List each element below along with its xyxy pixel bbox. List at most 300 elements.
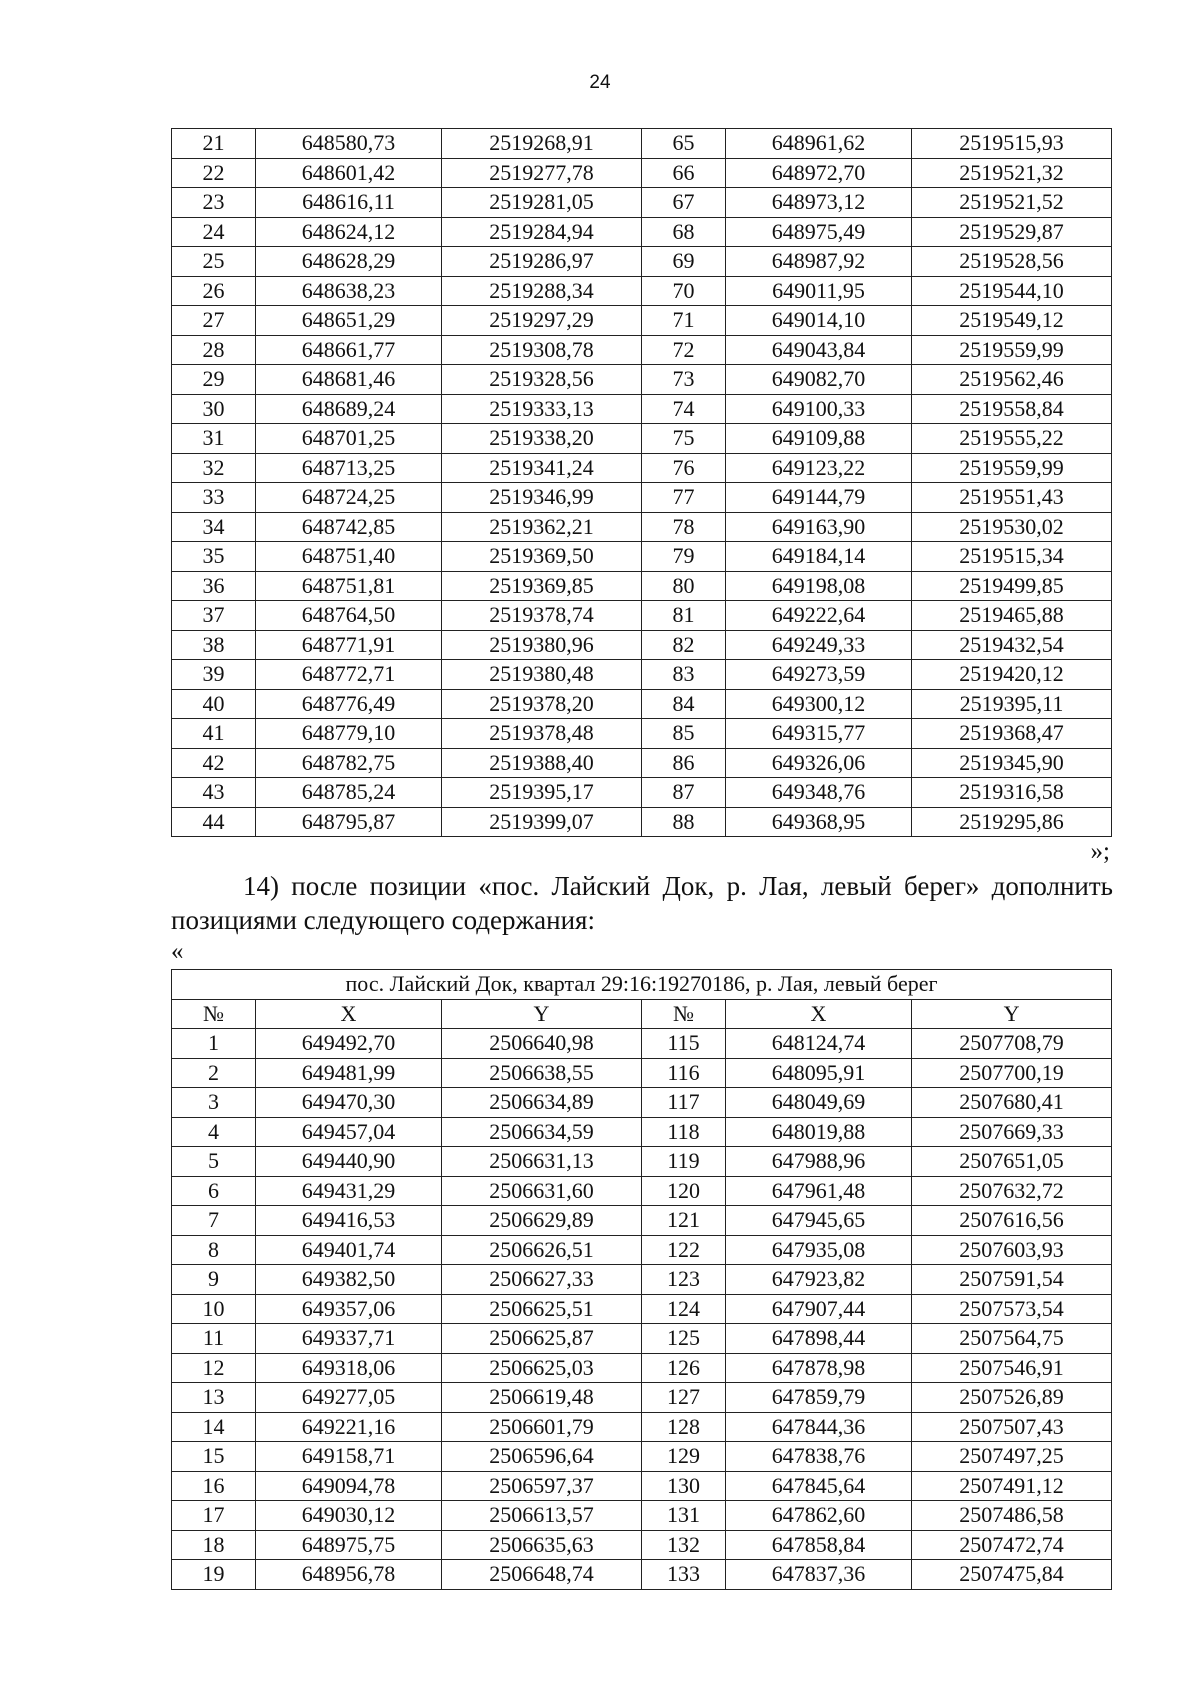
x-coordinate-cell: 649158,71 — [256, 1442, 442, 1472]
point-number-cell: 11 — [172, 1324, 256, 1354]
point-number-cell: 76 — [642, 453, 726, 483]
y-coordinate-cell: 2519432,54 — [912, 630, 1112, 660]
table-row — [172, 1530, 1112, 1560]
point-number-cell: 87 — [642, 778, 726, 808]
point-number-cell: 1 — [172, 1029, 256, 1059]
point-number-cell: 80 — [642, 571, 726, 601]
point-number-cell: 126 — [642, 1353, 726, 1383]
x-coordinate-cell: 648987,92 — [726, 247, 912, 277]
x-coordinate-cell: 648601,42 — [256, 158, 442, 188]
point-number-header: № — [642, 999, 726, 1029]
table-row — [172, 1058, 1112, 1088]
point-number-cell: 19 — [172, 1560, 256, 1590]
table-row — [172, 807, 1112, 837]
y-coordinate-cell: 2519559,99 — [912, 335, 1112, 365]
y-coordinate-cell: 2506631,60 — [442, 1176, 642, 1206]
y-coordinate-cell: 2519308,78 — [442, 335, 642, 365]
y-coordinate-cell: 2506601,79 — [442, 1412, 642, 1442]
x-coordinate-cell: 649315,77 — [726, 719, 912, 749]
table-row — [172, 1206, 1112, 1236]
x-coordinate-cell: 649082,70 — [726, 365, 912, 395]
point-number-cell: 26 — [172, 276, 256, 306]
y-coordinate-cell: 2519380,48 — [442, 660, 642, 690]
x-coordinate-cell: 647907,44 — [726, 1294, 912, 1324]
opening-quote: « — [171, 938, 184, 965]
coordinates-table-body — [172, 129, 1112, 837]
x-coordinate-cell: 648779,10 — [256, 719, 442, 749]
point-number-cell: 122 — [642, 1235, 726, 1265]
x-coordinate-cell: 649431,29 — [256, 1176, 442, 1206]
point-number-cell: 85 — [642, 719, 726, 749]
point-number-cell: 75 — [642, 424, 726, 454]
table-header-row — [172, 999, 1112, 1029]
table-row — [172, 630, 1112, 660]
x-coordinate-cell: 647898,44 — [726, 1324, 912, 1354]
x-coordinate-cell: 649014,10 — [726, 306, 912, 336]
x-coordinate-cell: 648661,77 — [256, 335, 442, 365]
x-coordinate-cell: 649457,04 — [256, 1117, 442, 1147]
y-coordinate-cell: 2519399,07 — [442, 807, 642, 837]
y-coordinate-cell: 2506627,33 — [442, 1265, 642, 1295]
y-coordinate-cell: 2519286,97 — [442, 247, 642, 277]
table-row — [172, 365, 1112, 395]
x-coordinate-cell: 649348,76 — [726, 778, 912, 808]
y-coordinate-cell: 2507573,54 — [912, 1294, 1112, 1324]
x-coordinate-cell: 649357,06 — [256, 1294, 442, 1324]
amendment-paragraph: 14) после позиции «пос. Лайский Док, р. Лая, левый берег» дополнить позициями следующего содержания: — [171, 871, 1113, 935]
point-number-cell: 121 — [642, 1206, 726, 1236]
y-coordinate-cell: 2507632,72 — [912, 1176, 1112, 1206]
y-coordinate-cell: 2519515,93 — [912, 129, 1112, 159]
x-coordinate-cell: 648724,25 — [256, 483, 442, 513]
x-coordinate-cell: 649163,90 — [726, 512, 912, 542]
x-coordinate-cell: 648972,70 — [726, 158, 912, 188]
x-coordinate-cell: 649011,95 — [726, 276, 912, 306]
table-row — [172, 158, 1112, 188]
y-coordinate-cell: 2519338,20 — [442, 424, 642, 454]
x-coordinate-header: X — [726, 999, 912, 1029]
x-coordinate-header: X — [256, 999, 442, 1029]
point-number-cell: 123 — [642, 1265, 726, 1295]
point-number-cell: 5 — [172, 1147, 256, 1177]
y-coordinate-cell: 2519368,47 — [912, 719, 1112, 749]
x-coordinate-cell: 648580,73 — [256, 129, 442, 159]
x-coordinate-cell: 648095,91 — [726, 1058, 912, 1088]
point-number-cell: 4 — [172, 1117, 256, 1147]
y-coordinate-cell: 2506638,55 — [442, 1058, 642, 1088]
y-coordinate-cell: 2519288,34 — [442, 276, 642, 306]
table-row — [172, 1235, 1112, 1265]
y-coordinate-cell: 2506613,57 — [442, 1501, 642, 1531]
x-coordinate-cell: 649144,79 — [726, 483, 912, 513]
y-coordinate-cell: 2507591,54 — [912, 1265, 1112, 1295]
x-coordinate-cell: 649401,74 — [256, 1235, 442, 1265]
table-row — [172, 1029, 1112, 1059]
y-coordinate-cell: 2519297,29 — [442, 306, 642, 336]
table-row — [172, 306, 1112, 336]
y-coordinate-cell: 2519378,74 — [442, 601, 642, 631]
point-number-cell: 77 — [642, 483, 726, 513]
point-number-cell: 124 — [642, 1294, 726, 1324]
x-coordinate-cell: 648973,12 — [726, 188, 912, 218]
point-number-cell: 12 — [172, 1353, 256, 1383]
x-coordinate-cell: 647878,98 — [726, 1353, 912, 1383]
x-coordinate-cell: 649100,33 — [726, 394, 912, 424]
point-number-cell: 128 — [642, 1412, 726, 1442]
point-number-cell: 81 — [642, 601, 726, 631]
y-coordinate-cell: 2506634,89 — [442, 1088, 642, 1118]
y-coordinate-cell: 2519562,46 — [912, 365, 1112, 395]
point-number-cell: 31 — [172, 424, 256, 454]
y-coordinate-cell: 2506635,63 — [442, 1530, 642, 1560]
y-coordinate-cell: 2507700,19 — [912, 1058, 1112, 1088]
point-number-header: № — [172, 999, 256, 1029]
point-number-cell: 8 — [172, 1235, 256, 1265]
y-coordinate-cell: 2507669,33 — [912, 1117, 1112, 1147]
y-coordinate-cell: 2519388,40 — [442, 748, 642, 778]
table-row — [172, 394, 1112, 424]
x-coordinate-cell: 648956,78 — [256, 1560, 442, 1590]
x-coordinate-cell: 648795,87 — [256, 807, 442, 837]
y-coordinate-cell: 2519465,88 — [912, 601, 1112, 631]
point-number-cell: 44 — [172, 807, 256, 837]
y-coordinate-cell: 2507564,75 — [912, 1324, 1112, 1354]
y-coordinate-cell: 2507507,43 — [912, 1412, 1112, 1442]
x-coordinate-cell: 649273,59 — [726, 660, 912, 690]
x-coordinate-cell: 647837,36 — [726, 1560, 912, 1590]
x-coordinate-cell: 648628,29 — [256, 247, 442, 277]
y-coordinate-cell: 2519316,58 — [912, 778, 1112, 808]
table-row — [172, 1324, 1112, 1354]
x-coordinate-cell: 648616,11 — [256, 188, 442, 218]
y-coordinate-header: Y — [912, 999, 1112, 1029]
point-number-cell: 74 — [642, 394, 726, 424]
table-row — [172, 1471, 1112, 1501]
point-number-cell: 40 — [172, 689, 256, 719]
point-number-cell: 79 — [642, 542, 726, 572]
point-number-cell: 83 — [642, 660, 726, 690]
y-coordinate-cell: 2519529,87 — [912, 217, 1112, 247]
table-row — [172, 571, 1112, 601]
x-coordinate-cell: 648049,69 — [726, 1088, 912, 1118]
y-coordinate-cell: 2506629,89 — [442, 1206, 642, 1236]
y-coordinate-cell: 2519499,85 — [912, 571, 1112, 601]
point-number-cell: 82 — [642, 630, 726, 660]
y-coordinate-cell: 2507472,74 — [912, 1530, 1112, 1560]
x-coordinate-cell: 649337,71 — [256, 1324, 442, 1354]
point-number-cell: 29 — [172, 365, 256, 395]
x-coordinate-cell: 649492,70 — [256, 1029, 442, 1059]
y-coordinate-cell: 2519341,24 — [442, 453, 642, 483]
point-number-cell: 69 — [642, 247, 726, 277]
x-coordinate-cell: 648776,49 — [256, 689, 442, 719]
point-number-cell: 25 — [172, 247, 256, 277]
point-number-cell: 23 — [172, 188, 256, 218]
point-number-cell: 39 — [172, 660, 256, 690]
coordinates-table-continued — [171, 128, 1112, 837]
y-coordinate-cell: 2519284,94 — [442, 217, 642, 247]
point-number-cell: 9 — [172, 1265, 256, 1295]
point-number-cell: 14 — [172, 1412, 256, 1442]
y-coordinate-cell: 2507526,89 — [912, 1383, 1112, 1413]
y-coordinate-cell: 2506631,13 — [442, 1147, 642, 1177]
table-row — [172, 247, 1112, 277]
table-row — [172, 1383, 1112, 1413]
x-coordinate-cell: 649123,22 — [726, 453, 912, 483]
x-coordinate-cell: 649094,78 — [256, 1471, 442, 1501]
point-number-cell: 15 — [172, 1442, 256, 1472]
y-coordinate-cell: 2506619,48 — [442, 1383, 642, 1413]
y-coordinate-cell: 2519369,85 — [442, 571, 642, 601]
point-number-cell: 3 — [172, 1088, 256, 1118]
y-coordinate-cell: 2519555,22 — [912, 424, 1112, 454]
x-coordinate-cell: 648651,29 — [256, 306, 442, 336]
x-coordinate-cell: 647844,36 — [726, 1412, 912, 1442]
table-row — [172, 1117, 1112, 1147]
point-number-cell: 78 — [642, 512, 726, 542]
point-number-cell: 36 — [172, 571, 256, 601]
table-row — [172, 1088, 1112, 1118]
y-coordinate-cell: 2507616,56 — [912, 1206, 1112, 1236]
x-coordinate-cell: 648624,12 — [256, 217, 442, 247]
x-coordinate-cell: 649300,12 — [726, 689, 912, 719]
point-number-cell: 133 — [642, 1560, 726, 1590]
y-coordinate-cell: 2519346,99 — [442, 483, 642, 513]
x-coordinate-cell: 648742,85 — [256, 512, 442, 542]
x-coordinate-cell: 648124,74 — [726, 1029, 912, 1059]
y-coordinate-cell: 2519530,02 — [912, 512, 1112, 542]
table-row — [172, 1147, 1112, 1177]
point-number-cell: 7 — [172, 1206, 256, 1236]
point-number-cell: 67 — [642, 188, 726, 218]
x-coordinate-cell: 648771,91 — [256, 630, 442, 660]
y-coordinate-cell: 2519395,17 — [442, 778, 642, 808]
y-coordinate-cell: 2507708,79 — [912, 1029, 1112, 1059]
point-number-cell: 65 — [642, 129, 726, 159]
point-number-cell: 35 — [172, 542, 256, 572]
x-coordinate-cell: 648751,81 — [256, 571, 442, 601]
y-coordinate-cell: 2519549,12 — [912, 306, 1112, 336]
table-row — [172, 276, 1112, 306]
point-number-cell: 2 — [172, 1058, 256, 1088]
y-coordinate-cell: 2519559,99 — [912, 453, 1112, 483]
x-coordinate-cell: 648713,25 — [256, 453, 442, 483]
point-number-cell: 71 — [642, 306, 726, 336]
y-coordinate-cell: 2506597,37 — [442, 1471, 642, 1501]
point-number-cell: 116 — [642, 1058, 726, 1088]
y-coordinate-cell: 2519378,20 — [442, 689, 642, 719]
y-coordinate-cell: 2506648,74 — [442, 1560, 642, 1590]
y-coordinate-cell: 2519277,78 — [442, 158, 642, 188]
x-coordinate-cell: 648785,24 — [256, 778, 442, 808]
table-caption: пос. Лайский Док, квартал 29:16:19270186, р. Лая, левый берег — [172, 970, 1112, 1000]
x-coordinate-cell: 648751,40 — [256, 542, 442, 572]
point-number-cell: 37 — [172, 601, 256, 631]
point-number-cell: 10 — [172, 1294, 256, 1324]
x-coordinate-cell: 649277,05 — [256, 1383, 442, 1413]
x-coordinate-cell: 649470,30 — [256, 1088, 442, 1118]
x-coordinate-cell: 649440,90 — [256, 1147, 442, 1177]
table-row — [172, 217, 1112, 247]
y-coordinate-cell: 2519420,12 — [912, 660, 1112, 690]
table-row — [172, 1412, 1112, 1442]
y-coordinate-cell: 2519328,56 — [442, 365, 642, 395]
table-row — [172, 1265, 1112, 1295]
point-number-cell: 130 — [642, 1471, 726, 1501]
table-row — [172, 748, 1112, 778]
x-coordinate-cell: 649382,50 — [256, 1265, 442, 1295]
x-coordinate-cell: 649249,33 — [726, 630, 912, 660]
point-number-cell: 115 — [642, 1029, 726, 1059]
page-number: 24 — [589, 72, 611, 93]
x-coordinate-cell: 648701,25 — [256, 424, 442, 454]
x-coordinate-cell: 649043,84 — [726, 335, 912, 365]
x-coordinate-cell: 649221,16 — [256, 1412, 442, 1442]
y-coordinate-cell: 2519333,13 — [442, 394, 642, 424]
x-coordinate-cell: 648019,88 — [726, 1117, 912, 1147]
y-coordinate-cell: 2507680,41 — [912, 1088, 1112, 1118]
y-coordinate-cell: 2519378,48 — [442, 719, 642, 749]
point-number-cell: 66 — [642, 158, 726, 188]
x-coordinate-cell: 647838,76 — [726, 1442, 912, 1472]
point-number-cell: 129 — [642, 1442, 726, 1472]
table-row — [172, 689, 1112, 719]
point-number-cell: 21 — [172, 129, 256, 159]
coordinates-table-laysky-dok — [171, 969, 1112, 1590]
y-coordinate-cell: 2519380,96 — [442, 630, 642, 660]
x-coordinate-cell: 649030,12 — [256, 1501, 442, 1531]
point-number-cell: 13 — [172, 1383, 256, 1413]
x-coordinate-cell: 647935,08 — [726, 1235, 912, 1265]
y-coordinate-cell: 2519528,56 — [912, 247, 1112, 277]
y-coordinate-cell: 2519362,21 — [442, 512, 642, 542]
point-number-cell: 119 — [642, 1147, 726, 1177]
table-row — [172, 719, 1112, 749]
y-coordinate-cell: 2506625,03 — [442, 1353, 642, 1383]
y-coordinate-cell: 2506626,51 — [442, 1235, 642, 1265]
x-coordinate-cell: 647862,60 — [726, 1501, 912, 1531]
table-row — [172, 453, 1112, 483]
point-number-cell: 42 — [172, 748, 256, 778]
y-coordinate-cell: 2507475,84 — [912, 1560, 1112, 1590]
point-number-cell: 34 — [172, 512, 256, 542]
x-coordinate-cell: 647858,84 — [726, 1530, 912, 1560]
x-coordinate-cell: 649318,06 — [256, 1353, 442, 1383]
x-coordinate-cell: 649222,64 — [726, 601, 912, 631]
y-coordinate-cell: 2507486,58 — [912, 1501, 1112, 1531]
point-number-cell: 73 — [642, 365, 726, 395]
x-coordinate-cell: 649481,99 — [256, 1058, 442, 1088]
table-row — [172, 601, 1112, 631]
point-number-cell: 24 — [172, 217, 256, 247]
point-number-cell: 30 — [172, 394, 256, 424]
y-coordinate-cell: 2506640,98 — [442, 1029, 642, 1059]
x-coordinate-cell: 647988,96 — [726, 1147, 912, 1177]
y-coordinate-cell: 2507497,25 — [912, 1442, 1112, 1472]
x-coordinate-cell: 648764,50 — [256, 601, 442, 631]
point-number-cell: 32 — [172, 453, 256, 483]
table-row — [172, 129, 1112, 159]
y-coordinate-cell: 2506625,51 — [442, 1294, 642, 1324]
point-number-cell: 27 — [172, 306, 256, 336]
x-coordinate-cell: 648961,62 — [726, 129, 912, 159]
point-number-cell: 17 — [172, 1501, 256, 1531]
table-row — [172, 512, 1112, 542]
y-coordinate-cell: 2507491,12 — [912, 1471, 1112, 1501]
y-coordinate-cell: 2507651,05 — [912, 1147, 1112, 1177]
x-coordinate-cell: 647859,79 — [726, 1383, 912, 1413]
point-number-cell: 6 — [172, 1176, 256, 1206]
x-coordinate-cell: 649184,14 — [726, 542, 912, 572]
x-coordinate-cell: 647845,64 — [726, 1471, 912, 1501]
y-coordinate-cell: 2519551,43 — [912, 483, 1112, 513]
x-coordinate-cell: 649198,08 — [726, 571, 912, 601]
x-coordinate-cell: 648681,46 — [256, 365, 442, 395]
y-coordinate-cell: 2519268,91 — [442, 129, 642, 159]
y-coordinate-cell: 2519521,52 — [912, 188, 1112, 218]
y-coordinate-cell: 2506596,64 — [442, 1442, 642, 1472]
x-coordinate-cell: 648772,71 — [256, 660, 442, 690]
point-number-cell: 72 — [642, 335, 726, 365]
y-coordinate-cell: 2506634,59 — [442, 1117, 642, 1147]
y-coordinate-cell: 2519295,86 — [912, 807, 1112, 837]
x-coordinate-cell: 648975,75 — [256, 1530, 442, 1560]
point-number-cell: 131 — [642, 1501, 726, 1531]
y-coordinate-cell: 2506625,87 — [442, 1324, 642, 1354]
x-coordinate-cell: 648782,75 — [256, 748, 442, 778]
x-coordinate-cell: 648689,24 — [256, 394, 442, 424]
y-coordinate-cell: 2507603,93 — [912, 1235, 1112, 1265]
table-row — [172, 542, 1112, 572]
table-row — [172, 188, 1112, 218]
table-row — [172, 778, 1112, 808]
point-number-cell: 22 — [172, 158, 256, 188]
table-row — [172, 1176, 1112, 1206]
y-coordinate-cell: 2519515,34 — [912, 542, 1112, 572]
x-coordinate-cell: 648638,23 — [256, 276, 442, 306]
y-coordinate-header: Y — [442, 999, 642, 1029]
point-number-cell: 41 — [172, 719, 256, 749]
table-row — [172, 1442, 1112, 1472]
x-coordinate-cell: 649326,06 — [726, 748, 912, 778]
x-coordinate-cell: 649416,53 — [256, 1206, 442, 1236]
table-row — [172, 483, 1112, 513]
y-coordinate-cell: 2519521,32 — [912, 158, 1112, 188]
x-coordinate-cell: 649109,88 — [726, 424, 912, 454]
y-coordinate-cell: 2519369,50 — [442, 542, 642, 572]
y-coordinate-cell: 2507546,91 — [912, 1353, 1112, 1383]
point-number-cell: 88 — [642, 807, 726, 837]
y-coordinate-cell: 2519345,90 — [912, 748, 1112, 778]
point-number-cell: 38 — [172, 630, 256, 660]
table-row — [172, 1353, 1112, 1383]
table-row — [172, 335, 1112, 365]
point-number-cell: 84 — [642, 689, 726, 719]
point-number-cell: 117 — [642, 1088, 726, 1118]
table-row — [172, 424, 1112, 454]
point-number-cell: 70 — [642, 276, 726, 306]
y-coordinate-cell: 2519544,10 — [912, 276, 1112, 306]
coordinates-table-body — [172, 1029, 1112, 1590]
point-number-cell: 68 — [642, 217, 726, 247]
point-number-cell: 120 — [642, 1176, 726, 1206]
x-coordinate-cell: 649368,95 — [726, 807, 912, 837]
table-row — [172, 1294, 1112, 1324]
point-number-cell: 43 — [172, 778, 256, 808]
point-number-cell: 28 — [172, 335, 256, 365]
point-number-cell: 86 — [642, 748, 726, 778]
x-coordinate-cell: 648975,49 — [726, 217, 912, 247]
